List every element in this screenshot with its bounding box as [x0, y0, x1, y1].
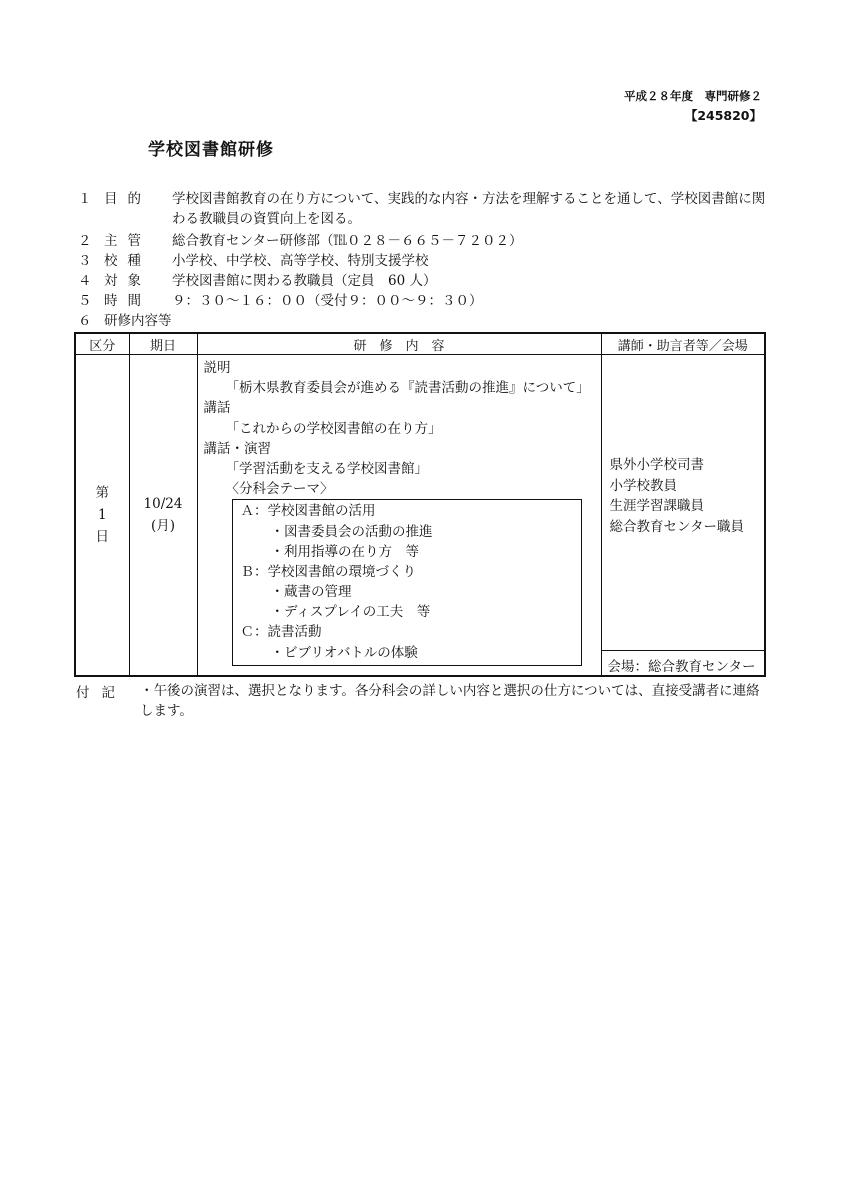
item-purpose: [78, 189, 778, 231]
content-line: 「学習活動を支える学校図書館」: [225, 460, 428, 477]
item-text: 学校図書館に関わる教職員（定員 60 人）: [172, 273, 437, 289]
theme-b-item: ・蔵書の管理: [270, 584, 352, 601]
theme-c: Ｃ：読書活動: [240, 624, 322, 641]
item-number: ５: [78, 293, 92, 309]
day-label-2: 1: [97, 507, 107, 523]
lecturer-item: 県外小学校司書: [609, 457, 704, 473]
content-line: 講話: [203, 400, 231, 417]
theme-box: [232, 499, 582, 666]
schedule-table: [74, 332, 766, 677]
content-line: 「これからの学校図書館の在り方」: [225, 420, 442, 437]
table-row: [75, 355, 765, 677]
theme-b-item: ・ディスプレイの工夫 等: [270, 604, 431, 621]
venue: 会場：総合教育センター: [602, 650, 765, 675]
theme-c-item: ・ビブリオバトルの体験: [270, 644, 418, 661]
note-label: 付記: [76, 685, 127, 701]
lecturer-list: [602, 355, 765, 537]
item-number: ２: [78, 233, 92, 249]
header-date: 期日: [129, 333, 197, 355]
date-weekday: (月): [150, 518, 176, 534]
day-label-3: 日: [95, 529, 109, 545]
lecturer-item: 小学校教員: [609, 477, 677, 494]
content-line: 講話・演習: [203, 440, 271, 457]
item-number: ６: [78, 313, 92, 329]
day-label-1: 第: [95, 485, 109, 501]
item-number: ３: [78, 253, 92, 269]
lecturer-item: 総合教育センター職員: [609, 518, 744, 535]
item-label: 主管: [104, 233, 151, 249]
theme-a-item: ・利用指導の在り方 等: [270, 543, 419, 560]
item-label: 校種: [104, 253, 151, 269]
item-text: ９：３０～１６：００（受付９：００～９：３０）: [172, 293, 483, 309]
theme-b: Ｂ：学校図書館の環境づくり: [240, 563, 416, 580]
item-number: ４: [78, 273, 92, 289]
page-title: 学校図書館研修: [148, 140, 274, 160]
date-cell: [129, 355, 197, 677]
date-value: 10/24: [143, 496, 183, 512]
item-text: 研修内容等: [104, 313, 172, 329]
item-text: 総合教育センター研修部（℡０２８－６６５－７２０２）: [172, 233, 523, 249]
item-label: 目的: [104, 191, 151, 207]
note-text: ・午後の演習は、選択となります。各分科会の詳しい内容と選択の仕方については、直接受講者に連絡します。: [140, 683, 760, 719]
lecturer-item: 生涯学習課職員: [609, 498, 704, 514]
item-text: 学校図書館教育の在り方について、実践的な内容・方法を理解することを通して、学校図書館に関わる教職員の資質向上を図る。: [172, 191, 766, 227]
item-text: 小学校、中学校、高等学校、特別支援学校: [172, 253, 429, 269]
header-kubun: 区分: [75, 333, 129, 355]
content-line: 説明: [203, 360, 231, 376]
course-code: 【245820】: [684, 108, 762, 123]
lecturer-cell: [601, 355, 765, 677]
item-label: 対象: [104, 273, 151, 289]
header-content: 研 修 内 容: [197, 333, 601, 355]
day-cell: [75, 355, 129, 677]
header-lecturer: 講師・助言者等／会場: [601, 333, 765, 355]
item-number: １: [78, 191, 92, 207]
content-line: 「栃木県教育委員会が進める『読書活動の推進』について」: [225, 380, 590, 397]
table-header-row: [75, 333, 765, 355]
theme-a-item: ・図書委員会の活動の推進: [270, 523, 433, 540]
theme-a: Ａ：学校図書館の活用: [240, 503, 376, 520]
header-meta: 平成２８年度 専門研修２: [624, 89, 762, 103]
content-line: 〈分科会テーマ〉: [225, 481, 334, 498]
item-label: 時間: [104, 293, 151, 309]
content-cell: [197, 355, 601, 677]
